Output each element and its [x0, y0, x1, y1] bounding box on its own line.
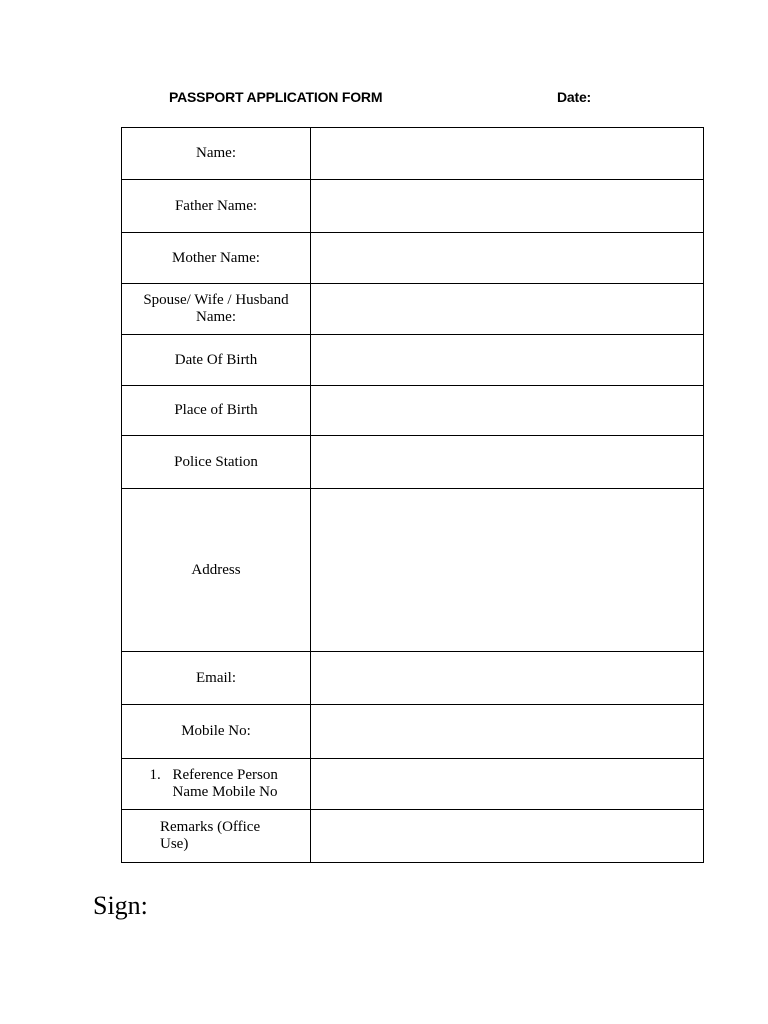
remarks-field[interactable]: [311, 810, 704, 863]
place-of-birth-field[interactable]: [311, 386, 704, 436]
remarks-label: Remarks (Office Use): [160, 819, 261, 852]
table-row: [122, 759, 704, 810]
spouse-name-label: Spouse/ Wife / Husband Name:: [122, 284, 311, 335]
father-name-field[interactable]: [311, 180, 704, 233]
date-of-birth-field[interactable]: [311, 335, 704, 386]
table-row: [122, 128, 704, 180]
numbered-list-item: [150, 767, 283, 801]
name-label: Name:: [122, 128, 311, 180]
table-row: [122, 705, 704, 759]
list-number: 1.: [149, 767, 161, 783]
email-label: Email:: [122, 652, 311, 705]
address-label: Address: [122, 489, 311, 652]
address-field[interactable]: [311, 489, 704, 652]
table-row: [122, 335, 704, 386]
date-label: Date:: [557, 89, 592, 105]
reference-person-label: Reference Person Name Mobile No: [172, 767, 278, 800]
mother-name-field[interactable]: [311, 233, 704, 284]
table-row: [122, 386, 704, 436]
email-field[interactable]: [311, 652, 704, 705]
date-of-birth-label: Date Of Birth: [122, 335, 311, 386]
table-row: [122, 284, 704, 335]
mobile-no-label: Mobile No:: [122, 705, 311, 759]
name-field[interactable]: [311, 128, 704, 180]
sign-label: Sign:: [93, 891, 148, 920]
reference-person-cell: [122, 759, 311, 810]
table-row: [122, 436, 704, 489]
father-name-label: Father Name:: [122, 180, 311, 233]
table-row: [122, 233, 704, 284]
mobile-no-field[interactable]: [311, 705, 704, 759]
table-row: [122, 489, 704, 652]
mother-name-label: Mother Name:: [122, 233, 311, 284]
table-row: [122, 180, 704, 233]
form-title: PASSPORT APPLICATION FORM: [169, 89, 383, 105]
table-row: [122, 810, 704, 863]
place-of-birth-label: Place of Birth: [122, 386, 311, 436]
police-station-label: Police Station: [122, 436, 311, 489]
police-station-field[interactable]: [311, 436, 704, 489]
spouse-name-field[interactable]: [311, 284, 704, 335]
remarks-cell: [122, 810, 311, 863]
application-form-table: [121, 127, 704, 863]
reference-person-field[interactable]: [311, 759, 704, 810]
table-row: [122, 652, 704, 705]
